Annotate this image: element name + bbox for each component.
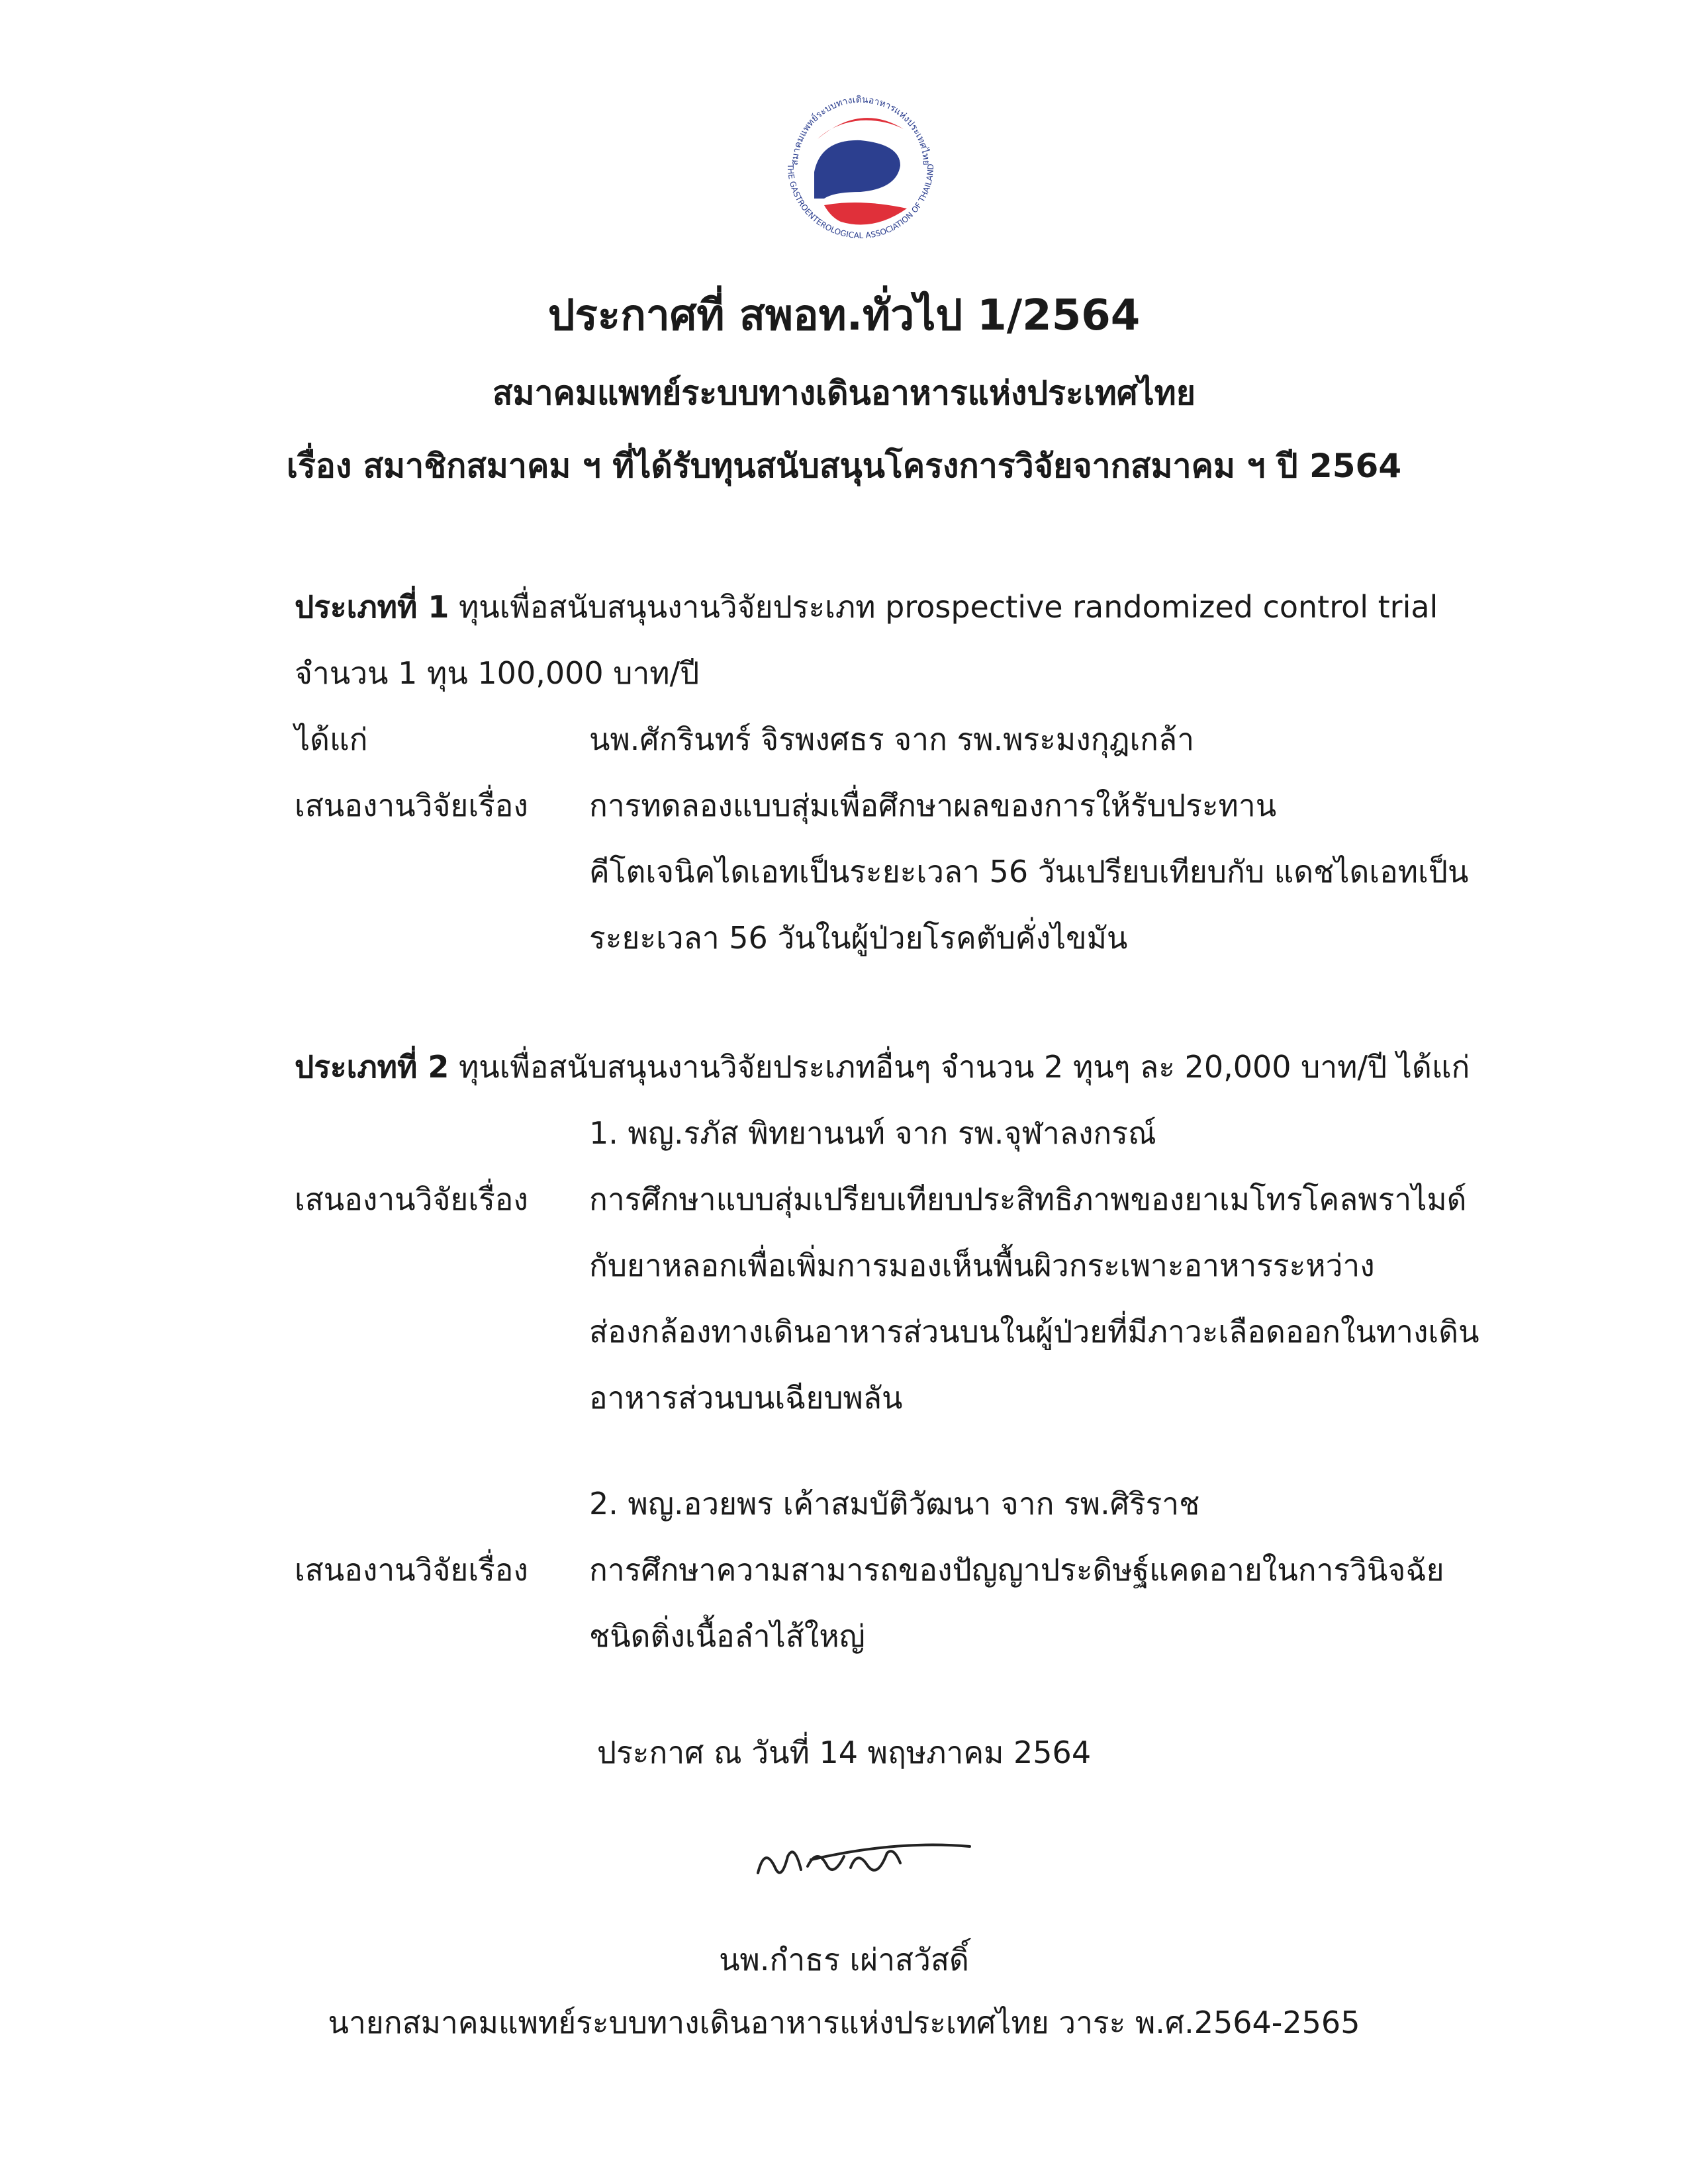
category-2-label: ประเภทที่ 2 bbox=[295, 1049, 449, 1085]
category-1-awardee: นพ.ศักรินทร์ จิรพงศธร จาก รพ.พระมงกุฎเกล้า bbox=[589, 721, 1195, 757]
category-2-awardee-1-project-line: กับยาหลอกเพื่อเพิ่มการมองเห็นพื้นผิวกระเพาะอาหารระหว่าง bbox=[589, 1248, 1375, 1283]
category-2-awardee-1-project-line: อาหารส่วนบนเฉียบพลัน bbox=[589, 1380, 903, 1416]
category-2-heading bbox=[295, 1049, 1470, 1085]
announcement-date: ประกาศ ณ วันที่ 14 พฤษภาคม 2564 bbox=[596, 1735, 1092, 1770]
category-1-project-line: การทดลองแบบสุ่มเพื่อศึกษาผลของการให้รับประทาน bbox=[589, 788, 1277, 823]
subject-line: เรื่อง สมาชิกสมาคม ฯ ที่ได้รับทุนสนับสนุนโครงการวิจัยจากสมาคม ฯ ปี 2564 bbox=[286, 447, 1402, 485]
category-2-awardee-1-project-line: ส่องกล้องทางเดินอาหารส่วนบนในผู้ป่วยที่มีภาวะเลือดออกในทางเดิน bbox=[589, 1314, 1479, 1349]
page-title: ประกาศที่ สพอท.ทั่วไป 1/2564 bbox=[547, 291, 1141, 340]
category-1-awardee-label: ได้แก่ bbox=[295, 721, 368, 757]
category-2-awardee-1-project-line: การศึกษาแบบสุ่มเปรียบเทียบประสิทธิภาพของยาเมโทรโคลพราไมด์ bbox=[589, 1181, 1467, 1217]
org-name: สมาคมแพทย์ระบบทางเดินอาหารแห่งประเทศไทย bbox=[492, 374, 1196, 412]
category-2-awardee-2-project-label: เสนองานวิจัยเรื่อง bbox=[295, 1552, 528, 1588]
category-2-awardee-1-project-label: เสนองานวิจัยเรื่อง bbox=[295, 1181, 528, 1217]
category-2-awardee-2-project-line: การศึกษาความสามารถของปัญญาประดิษฐ์แคดอายในการวินิจฉัย bbox=[589, 1552, 1444, 1588]
logo-arc-top-text: สมาคมแพทย์ระบบทางเดินอาหารแห่งประเทศไทย bbox=[789, 94, 932, 166]
logo-red-swoosh-bottom bbox=[824, 203, 907, 225]
category-1-project-label: เสนองานวิจัยเรื่อง bbox=[295, 788, 528, 823]
signer-name: นพ.กำธร เผ่าสวัสดิ์ bbox=[719, 1942, 969, 1978]
category-2-desc: ทุนเพื่อสนับสนุนงานวิจัยประเภทอื่นๆ จำนวน 2 ทุนๆ ละ 20,000 บาท/ปี ได้แก่ bbox=[449, 1049, 1470, 1085]
category-2-awardee-1: 1. พญ.รภัส พิทยานนท์ จาก รพ.จุฬาลงกรณ์ bbox=[589, 1115, 1156, 1151]
category-1-label: ประเภทที่ 1 bbox=[295, 589, 449, 625]
category-1-desc: ทุนเพื่อสนับสนุนงานวิจัยประเภท prospective randomized control trial bbox=[449, 589, 1438, 625]
category-1-amount: จำนวน 1 ทุน 100,000 บาท/ปี bbox=[295, 655, 700, 691]
category-2-awardee-2: 2. พญ.อวยพร เค้าสมบัติวัฒนา จาก รพ.ศิริราช bbox=[589, 1486, 1200, 1522]
signature bbox=[745, 1820, 976, 1899]
category-1-project-line: ระยะเวลา 56 วันในผู้ป่วยโรคตับคั่งไขมัน bbox=[589, 920, 1128, 956]
category-1-project-line: คีโตเจนิคไดเอทเป็นระยะเวลา 56 วันเปรียบเทียบกับ แดชไดเอทเป็น bbox=[589, 854, 1469, 889]
logo-arc-bottom-text: THE GASTROENTEROLOGICAL ASSOCIATION OF THAILAND bbox=[785, 163, 936, 241]
logo-red-swoosh-top bbox=[818, 118, 904, 139]
signer-position: นายกสมาคมแพทย์ระบบทางเดินอาหารแห่งประเทศไทย วาระ พ.ศ.2564-2565 bbox=[328, 2005, 1360, 2040]
category-2-awardee-2-project-line: ชนิดติ่งเนื้อลำไส้ใหญ่ bbox=[589, 1618, 865, 1654]
association-logo bbox=[761, 66, 960, 265]
category-1-heading bbox=[295, 589, 1438, 625]
logo-blue-swoosh bbox=[814, 140, 900, 199]
